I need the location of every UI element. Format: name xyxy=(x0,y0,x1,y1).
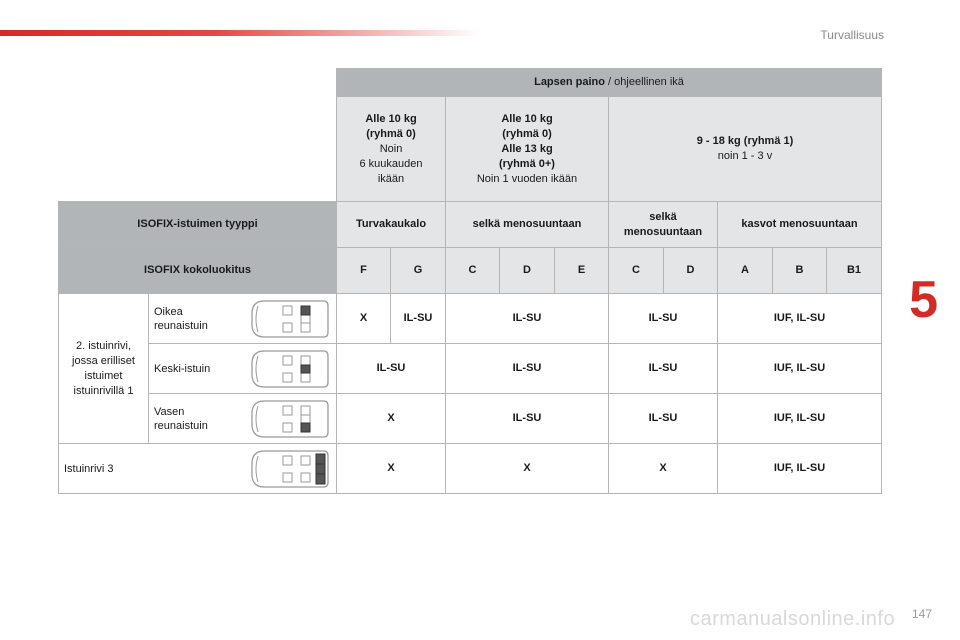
table-cell: X xyxy=(337,394,446,444)
weight-header: Lapsen paino / ohjeellinen ikä xyxy=(337,69,882,97)
class-cell: C xyxy=(446,248,500,294)
header-accent-bar xyxy=(0,30,480,36)
group-1-header: 9 - 18 kg (ryhmä 1) noin 1 - 3 v xyxy=(609,97,882,202)
table-cell: X xyxy=(337,294,391,344)
table-cell: IL-SU xyxy=(446,294,609,344)
class-cell: A xyxy=(718,248,773,294)
table-cell: IL-SU xyxy=(446,394,609,444)
class-row xyxy=(59,248,882,294)
watermark: carmanualsonline.info xyxy=(690,608,896,630)
table-row xyxy=(59,444,882,494)
van-middle-seat-icon xyxy=(250,348,330,390)
row2-label: 2. istuinrivi, jossa erilliset istuimet istuinrivillä 1 xyxy=(59,294,149,444)
weight-header-row xyxy=(59,69,882,97)
page-number: 147 xyxy=(911,607,932,621)
group-0-header: Alle 10 kg (ryhmä 0) Noin 6 kuukauden ikään xyxy=(337,97,446,202)
type-row xyxy=(59,202,882,248)
table-cell: IUF, IL-SU xyxy=(718,294,882,344)
table-row xyxy=(59,344,882,394)
seat-cell: Istuinrivi 3 xyxy=(59,444,337,494)
seat-cell: Keski-istuin xyxy=(149,344,337,394)
section-title: Turvallisuus xyxy=(820,28,884,42)
table-cell: IL-SU xyxy=(609,294,718,344)
chapter-number: 5 xyxy=(909,271,938,329)
isofix-table xyxy=(58,68,882,494)
class-label: ISOFIX kokoluokitus xyxy=(59,248,337,294)
van-row3-icon xyxy=(250,448,330,490)
group-header-row xyxy=(59,97,882,202)
class-cell: F xyxy=(337,248,391,294)
type-label: ISOFIX-istuimen tyyppi xyxy=(59,202,337,248)
class-cell: E xyxy=(555,248,609,294)
van-right-seat-icon xyxy=(250,298,330,340)
class-cell: B xyxy=(773,248,827,294)
type-3: kasvot menosuuntaan xyxy=(718,202,882,248)
table-row xyxy=(59,394,882,444)
table-cell: IUF, IL-SU xyxy=(718,444,882,494)
table-cell: X xyxy=(609,444,718,494)
table-cell: IL-SU xyxy=(446,344,609,394)
class-cell: D xyxy=(664,248,718,294)
type-1: selkä menosuuntaan xyxy=(446,202,609,248)
table-cell: IL-SU xyxy=(609,394,718,444)
group-0plus-header: Alle 10 kg (ryhmä 0) Alle 13 kg (ryhmä 0+) Noin 1 vuoden ikään xyxy=(446,97,609,202)
table-cell: IL-SU xyxy=(391,294,446,344)
table-row xyxy=(59,294,882,344)
type-0: Turvakaukalo xyxy=(337,202,446,248)
table-cell: IL-SU xyxy=(337,344,446,394)
table-cell: X xyxy=(446,444,609,494)
type-2: selkä menosuuntaan xyxy=(609,202,718,248)
table-cell: X xyxy=(337,444,446,494)
class-cell: D xyxy=(500,248,555,294)
class-cell: C xyxy=(609,248,664,294)
class-cell: B1 xyxy=(827,248,882,294)
class-cell: G xyxy=(391,248,446,294)
seat-cell: Vasen reunaistuin xyxy=(149,394,337,444)
seat-cell: Oikea reunaistuin xyxy=(149,294,337,344)
van-left-seat-icon xyxy=(250,398,330,440)
table-cell: IL-SU xyxy=(609,344,718,394)
table-cell: IUF, IL-SU xyxy=(718,394,882,444)
table-cell: IUF, IL-SU xyxy=(718,344,882,394)
